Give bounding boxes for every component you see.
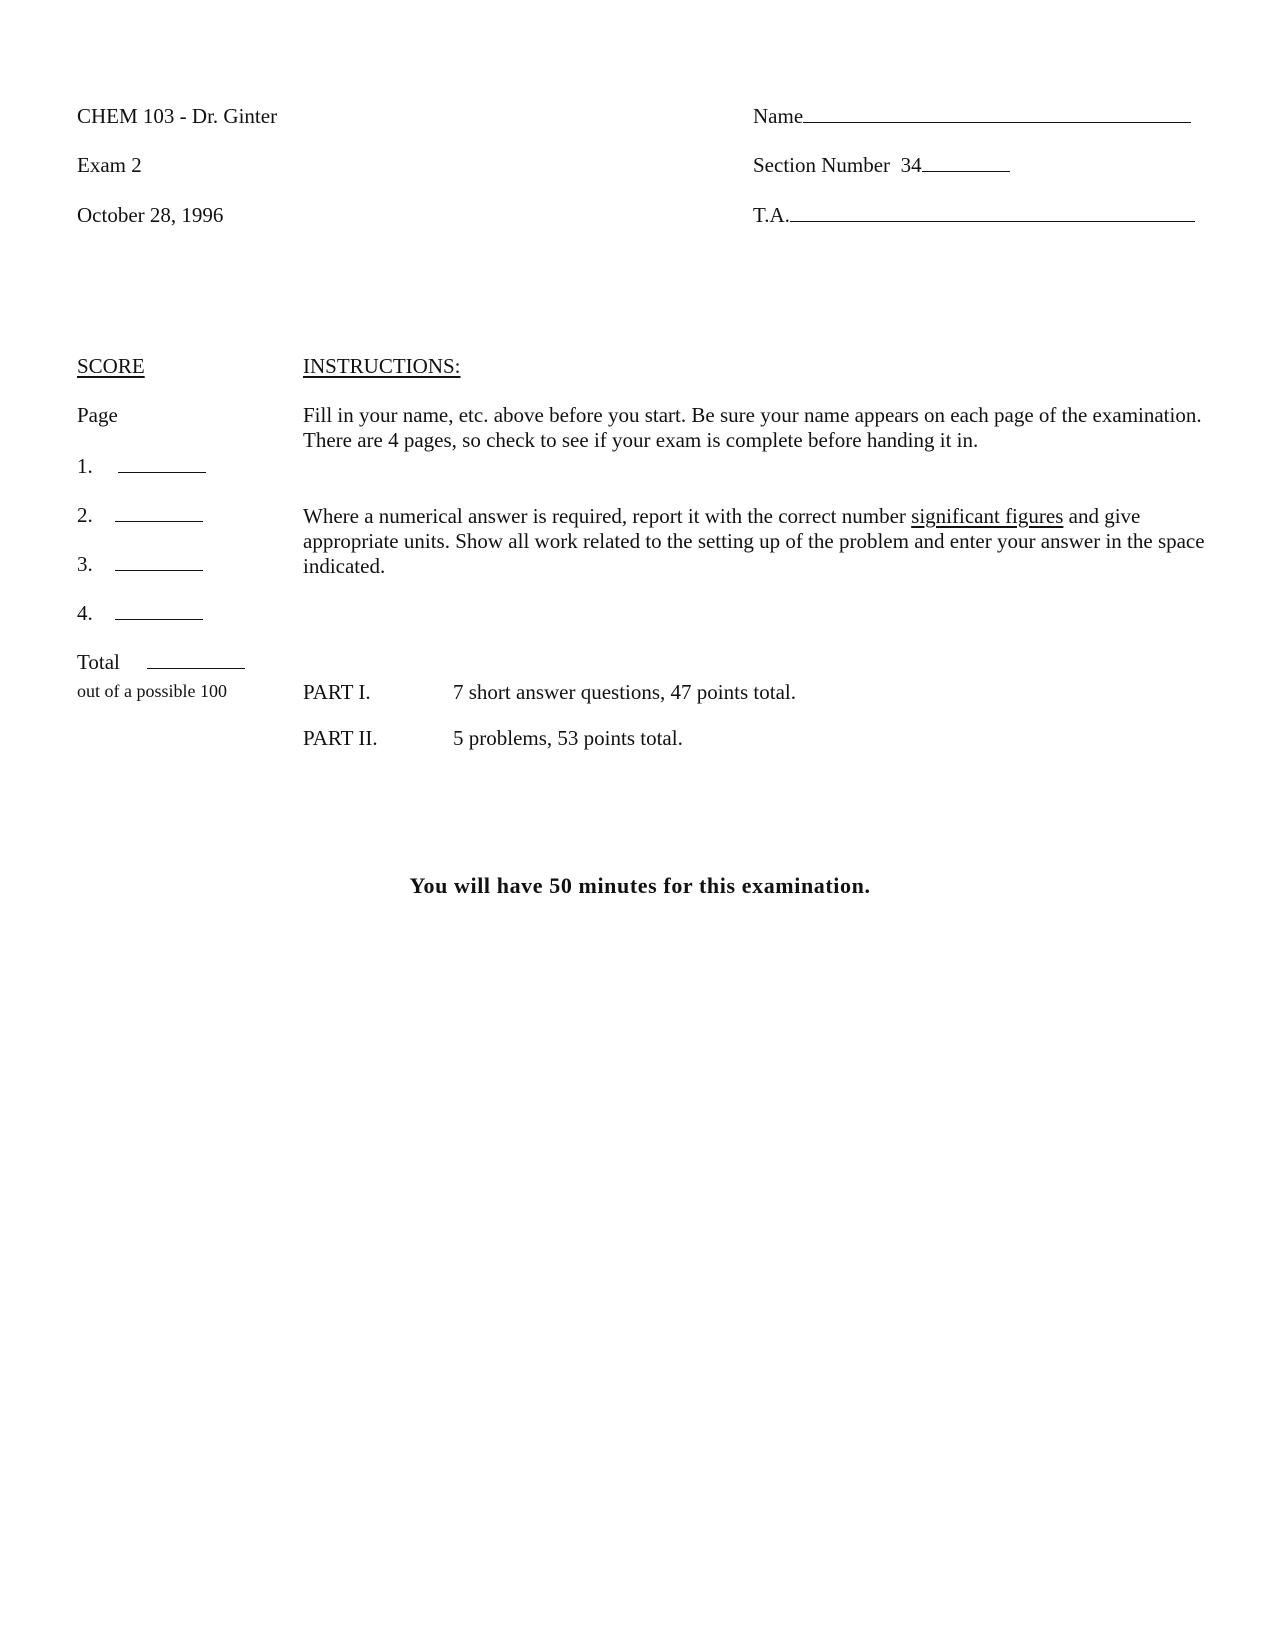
score-blank[interactable]	[115, 569, 203, 571]
total-blank[interactable]	[147, 667, 245, 669]
part-1-description: 7 short answer questions, 47 points total.	[453, 680, 796, 704]
total-label: Total	[77, 650, 120, 674]
significant-figures-emphasis: significant figures	[911, 504, 1064, 528]
ta-field[interactable]	[753, 203, 1195, 228]
score-row-4	[77, 601, 203, 626]
para2-text-before: Where a numerical answer is required, report it with the correct number	[303, 504, 912, 528]
section-field	[753, 153, 1010, 178]
page-label: Page	[77, 403, 118, 427]
instructions-heading: INSTRUCTIONS:	[303, 354, 461, 378]
exam-number: Exam 2	[77, 153, 142, 177]
score-row-1	[77, 454, 206, 479]
name-blank[interactable]	[803, 121, 1191, 123]
total-note: out of a possible 100	[77, 681, 227, 701]
score-row-label: 2.	[77, 503, 93, 527]
ta-label: T.A.	[753, 203, 790, 227]
score-row-label: 1.	[77, 454, 93, 478]
instructions-paragraph-2	[303, 504, 1208, 579]
part-2-description: 5 problems, 53 points total.	[453, 726, 683, 750]
score-heading: SCORE	[77, 354, 145, 378]
total-row	[77, 650, 245, 675]
score-blank[interactable]	[115, 618, 203, 620]
score-row-label: 4.	[77, 601, 93, 625]
section-value: 34	[900, 153, 922, 177]
part-2-label: PART II.	[303, 726, 378, 750]
instructions-paragraph-1: Fill in your name, etc. above before you start. Be sure your name appears on each page of the examination. There are 4 pages, so check to see if your exam is complete before handing it in.	[303, 403, 1202, 452]
para2-text-after: and give appropriate units. Show all work related to the setting up of the problem and enter your answer in the space indicated.	[303, 504, 1205, 578]
name-label: Name	[753, 104, 804, 128]
ta-blank[interactable]	[790, 220, 1195, 222]
score-blank[interactable]	[115, 520, 203, 522]
section-label: Section Number	[753, 153, 891, 177]
time-notice: You will have 50 minutes for this examination.	[409, 873, 871, 898]
score-blank[interactable]	[118, 471, 206, 473]
score-row-label: 3.	[77, 552, 93, 576]
score-row-2	[77, 503, 203, 528]
name-field[interactable]	[753, 104, 1191, 129]
exam-date: October 28, 1996	[77, 203, 224, 227]
section-blank[interactable]	[922, 170, 1010, 172]
score-row-3	[77, 552, 203, 577]
course-title: CHEM 103 - Dr. Ginter	[77, 104, 278, 128]
part-1-label: PART I.	[303, 680, 371, 704]
